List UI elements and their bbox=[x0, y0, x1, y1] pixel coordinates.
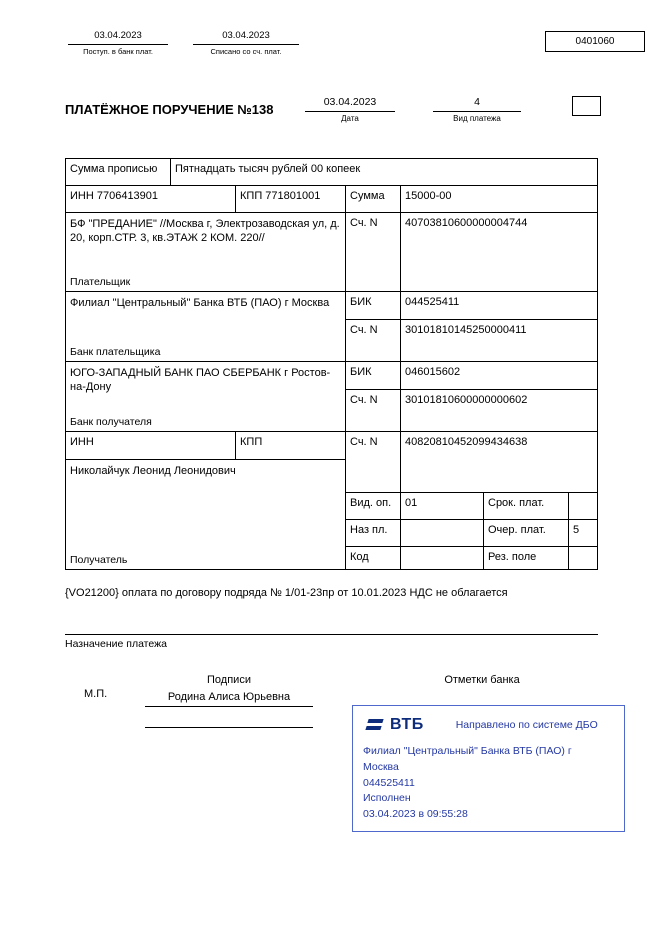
payer-inn-cell: ИНН 7706413901 bbox=[66, 186, 236, 212]
stamp-status: Исполнен bbox=[363, 792, 411, 805]
inn-sum-row bbox=[66, 185, 597, 212]
stamp-bank-name: Филиал "Центральный" Банка ВТБ (ПАО) г Москва bbox=[363, 745, 572, 773]
due-date-value-cell bbox=[569, 493, 597, 519]
payer-bank-bik-row bbox=[346, 292, 597, 319]
order-label-cell: Очер. плат. bbox=[484, 520, 569, 546]
debited-date-value: 03.04.2023 bbox=[193, 30, 299, 45]
payment-kind-value: 4 bbox=[433, 96, 521, 112]
purpose-code-label-cell: Наз пл. bbox=[346, 520, 401, 546]
payer-bank-label: Банк плательщика bbox=[70, 346, 161, 358]
stamp-system-text: Направлено по системе ДБО bbox=[455, 719, 598, 731]
payer-name: БФ "ПРЕДАНИЕ" //Москва г, Электрозаводская ул, д. 20, корп.СТР. 3, кв.ЭТАЖ 2 КОМ. 220// bbox=[70, 218, 340, 245]
op-type-value-cell: 01 bbox=[401, 493, 484, 519]
payment-kind-block bbox=[433, 96, 521, 123]
op-type-label-cell: Вид. оп. bbox=[346, 493, 401, 519]
payer-bank-row bbox=[66, 291, 597, 361]
reserve-label-cell: Рез. поле bbox=[484, 547, 569, 569]
payment-table bbox=[65, 158, 598, 570]
payee-label: Получатель bbox=[70, 554, 128, 566]
payee-row bbox=[66, 431, 597, 569]
payer-name-cell bbox=[66, 213, 346, 291]
purpose-separator-line bbox=[65, 634, 598, 650]
payer-bank-account-value-cell: 30101810145250000411 bbox=[405, 324, 527, 336]
vtb-logo bbox=[365, 716, 424, 734]
bank-marks-label: Отметки банка bbox=[444, 674, 520, 686]
vtb-logo-text: ВТБ bbox=[390, 716, 424, 733]
order-value-cell: 5 bbox=[573, 524, 580, 536]
payee-bank-name-cell bbox=[66, 362, 346, 431]
payee-account-row bbox=[346, 432, 597, 492]
payee-bank-row bbox=[66, 361, 597, 431]
code-row bbox=[346, 546, 597, 569]
purpose-code-value-cell bbox=[401, 520, 484, 546]
received-date-label: Поступ. в банк плат. bbox=[83, 47, 153, 56]
payee-bank-name: ЮГО-ЗАПАДНЫЙ БАНК ПАО СБЕРБАНК г Ростов-на-Дону bbox=[70, 367, 331, 394]
op-type-row bbox=[346, 492, 597, 519]
payee-bank-bik-value-cell: 046015602 bbox=[405, 366, 461, 378]
title-date-value: 03.04.2023 bbox=[305, 96, 395, 112]
document-title: ПЛАТЁЖНОЕ ПОРУЧЕНИЕ №138 bbox=[65, 102, 274, 117]
form-code-box: 0401060 bbox=[545, 31, 645, 52]
code-value-cell bbox=[401, 547, 484, 569]
title-empty-box bbox=[572, 96, 601, 116]
payer-kpp-cell: КПП 771801001 bbox=[236, 186, 346, 212]
bank-stamp-header bbox=[353, 706, 624, 734]
signer-name: Родина Алиса Юрьевна bbox=[145, 691, 313, 707]
payee-left-col bbox=[66, 432, 346, 569]
payee-account-value-cell: 40820810452099434638 bbox=[405, 436, 528, 448]
payee-inn-kpp-row bbox=[66, 432, 345, 460]
payer-label: Плательщик bbox=[70, 276, 131, 288]
payee-name: Николайчук Леонид Леонидович bbox=[70, 465, 236, 477]
mp-label: М.П. bbox=[84, 688, 108, 700]
amount-words-value-cell: Пятнадцать тысяч рублей 00 копеек bbox=[175, 163, 361, 175]
sum-label-cell: Сумма bbox=[346, 186, 401, 212]
stamp-bik: 044525411 bbox=[363, 776, 415, 789]
payer-bank-name: Филиал "Центральный" Банка ВТБ (ПАО) г Москва bbox=[70, 297, 330, 309]
bank-stamp-body bbox=[353, 734, 624, 823]
sum-value-cell: 15000-00 bbox=[405, 190, 452, 202]
reserve-value-cell bbox=[569, 547, 597, 569]
code-label-cell: Код bbox=[346, 547, 401, 569]
payee-bank-bik-label-cell: БИК bbox=[346, 362, 401, 389]
payee-kpp-cell: КПП bbox=[240, 436, 263, 448]
payment-purpose-label: Назначение платежа bbox=[65, 638, 167, 650]
payee-bank-right-col bbox=[346, 362, 597, 431]
payee-inn-cell: ИНН bbox=[66, 432, 236, 459]
due-date-label-cell: Срок. плат. bbox=[484, 493, 569, 519]
payee-bank-bik-row bbox=[346, 362, 597, 389]
payee-bank-account-label-cell: Сч. N bbox=[346, 390, 401, 431]
title-date-block bbox=[305, 96, 395, 123]
payer-account-value-cell: 40703810600000004744 bbox=[405, 217, 528, 229]
payer-bank-bik-label-cell: БИК bbox=[346, 292, 401, 319]
payee-right-col bbox=[346, 432, 597, 569]
signatures-header: Подписи bbox=[207, 674, 251, 686]
payment-purpose-text: {VO21200} оплата по договору подряда № 1/01-23пр от 10.01.2023 НДС не облагается bbox=[65, 587, 508, 599]
payment-kind-label: Вид платежа bbox=[453, 114, 501, 123]
payer-row bbox=[66, 212, 597, 291]
payee-bank-account-value-cell: 30101810600000000602 bbox=[405, 394, 528, 406]
vtb-flag-icon bbox=[365, 718, 385, 732]
payee-bank-label: Банк получателя bbox=[70, 416, 152, 428]
amount-words-row bbox=[66, 159, 597, 185]
received-date-value: 03.04.2023 bbox=[68, 30, 168, 45]
debited-date-block bbox=[193, 30, 299, 56]
debited-date-label: Списано со сч. плат. bbox=[210, 47, 282, 56]
payer-bank-bik-value-cell: 044525411 bbox=[405, 296, 460, 308]
received-date-block bbox=[68, 30, 168, 56]
payer-bank-right-col bbox=[346, 292, 597, 361]
signature-line-2 bbox=[145, 727, 313, 728]
purpose-code-row bbox=[346, 519, 597, 546]
amount-words-label-cell: Сумма прописью bbox=[66, 159, 171, 185]
payee-name-cell bbox=[66, 460, 345, 569]
stamp-datetime: 03.04.2023 в 09:55:28 bbox=[363, 808, 468, 820]
payee-account-label-cell: Сч. N bbox=[346, 432, 401, 492]
payer-bank-account-label-cell: Сч. N bbox=[346, 320, 401, 361]
bank-stamp bbox=[352, 705, 625, 832]
payee-bank-account-row bbox=[346, 389, 597, 431]
payer-bank-name-cell bbox=[66, 292, 346, 361]
title-date-label: Дата bbox=[341, 114, 359, 123]
payer-account-label-cell: Сч. N bbox=[346, 213, 401, 291]
payer-bank-account-row bbox=[346, 319, 597, 361]
